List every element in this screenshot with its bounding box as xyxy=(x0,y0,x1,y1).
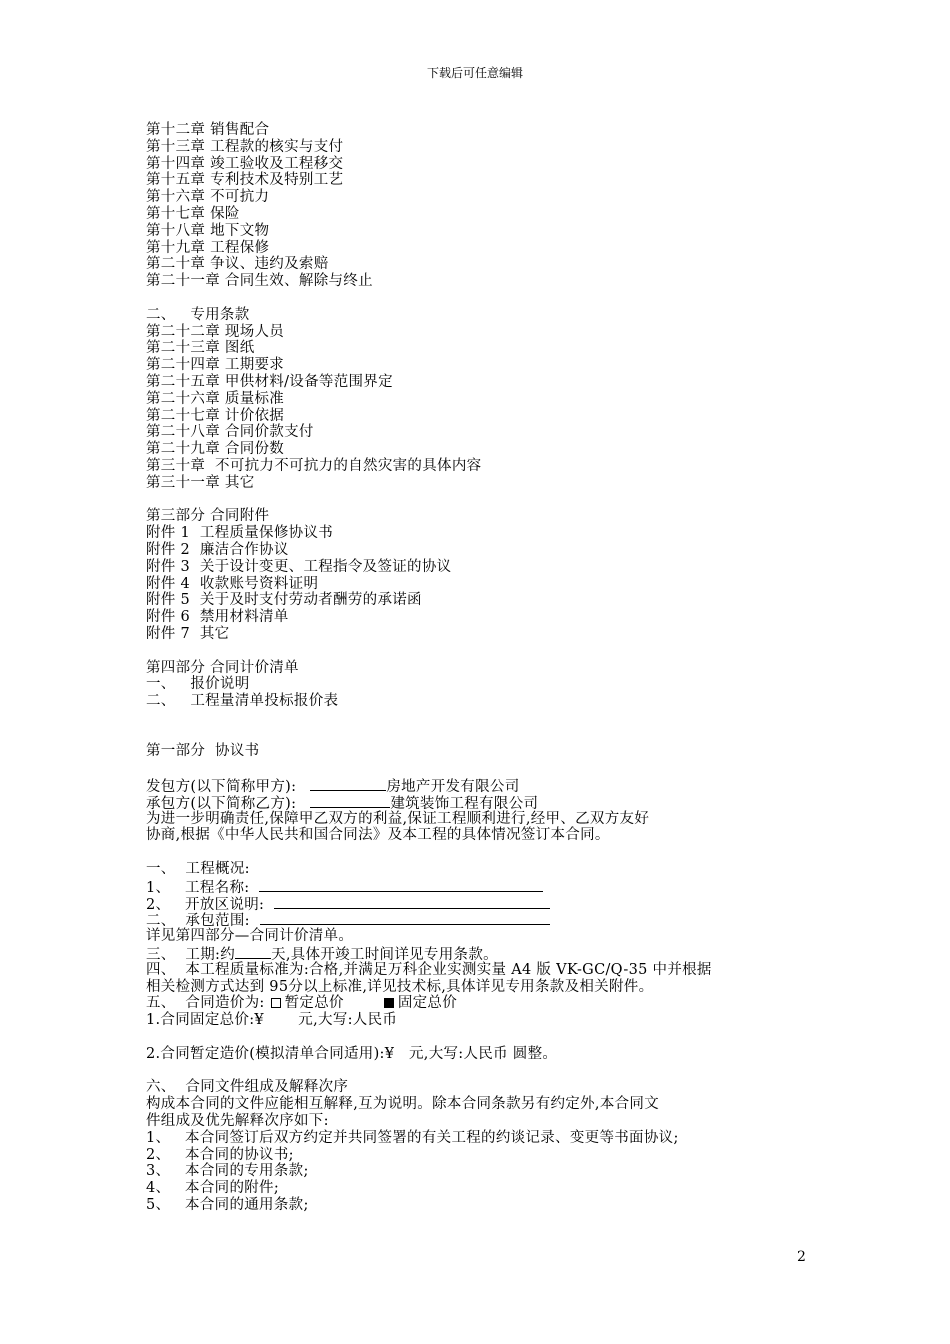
section-title: 第三部分 合同附件 xyxy=(146,508,270,525)
chapter-item: 第二十七章 计价依据 xyxy=(146,407,285,424)
party-a-line xyxy=(146,777,806,794)
special-terms-section xyxy=(146,307,806,492)
project-name-label: 1、 工程名称: xyxy=(146,879,250,896)
party-a-label: 发包方(以下简称甲方): xyxy=(146,779,297,796)
zone-blank xyxy=(274,895,550,909)
chapter-item: 第十六章 不可抗力 xyxy=(146,189,270,206)
fixed-option-label: 固定总价 xyxy=(397,995,458,1012)
period-suffix: 天,具体开竣工时间详见专用条款。 xyxy=(271,947,498,964)
docs-item: 5、 本合同的通用条款; xyxy=(146,1197,309,1213)
fixed-price-line: 1.合同固定总价:¥ 元,大写:人民币 xyxy=(146,1012,398,1029)
attachment-item: 附件 3 关于设计变更、工程指令及签证的协议 xyxy=(146,558,452,575)
intro-text: 为进一步明确责任,保障甲乙双方的利益,保证工程顺利进行,经甲、乙双方友好 xyxy=(146,810,650,827)
document-body xyxy=(146,122,806,1214)
chapter-item: 第二十四章 工期要求 xyxy=(146,357,285,374)
provisional-checkbox[interactable] xyxy=(271,998,281,1008)
docs-title: 六、 合同文件组成及解释次序 xyxy=(146,1079,349,1096)
attachment-item: 附件 5 关于及时支付劳动者酬劳的承诺函 xyxy=(146,592,422,609)
attachment-item: 附件 1 工程质量保修协议书 xyxy=(146,525,334,542)
page-number: 2 xyxy=(797,1249,806,1265)
zone-label: 2、 开放区说明: xyxy=(146,896,265,913)
party-b-blank xyxy=(310,794,390,808)
period-prefix: 三、 工期:约 xyxy=(146,947,236,964)
docs-item: 3、 本合同的专用条款; xyxy=(146,1163,309,1180)
chapter-item: 第二十八章 合同价款支付 xyxy=(146,424,314,441)
project-name-line xyxy=(146,878,806,895)
quality-text: 相关检测方式达到 95分以上标准,详见技术标,具体详见专用条款及相关附件。 xyxy=(146,978,654,995)
docs-item: 4、 本合同的附件; xyxy=(146,1180,280,1197)
chapter-item: 第十五章 专利技术及特别工艺 xyxy=(146,172,344,189)
period-blank xyxy=(235,945,271,959)
provisional-option-label: 暂定总价 xyxy=(284,995,344,1012)
period-line xyxy=(146,945,806,962)
chapter-item: 第十二章 销售配合 xyxy=(146,122,270,138)
price-type-line xyxy=(146,995,806,1012)
pricing-item: 一、 报价说明 xyxy=(146,676,250,693)
party-a-name: 房地产开发有限公司 xyxy=(386,779,520,796)
general-chapter-list xyxy=(146,122,806,290)
party-b-label: 承包方(以下简称乙方): xyxy=(146,795,297,812)
section-title: 第一部分 协议书 xyxy=(146,743,260,760)
pricing-list-section xyxy=(146,660,806,710)
party-a-blank xyxy=(310,777,386,791)
price-title: 五、 合同造价为: xyxy=(146,995,265,1012)
pricing-item: 二、 工程量清单投标报价表 xyxy=(146,693,339,710)
agreement-section xyxy=(146,743,806,1213)
scope-line xyxy=(146,911,806,928)
attachment-item: 附件 6 禁用材料清单 xyxy=(146,609,289,626)
docs-intro: 构成本合同的文件应能相互解释,互为说明。除本合同条款另有约定外,本合同文 xyxy=(146,1096,660,1113)
overview-title: 一、 工程概况: xyxy=(146,861,250,878)
party-b-name: 建筑装饰工程有限公司 xyxy=(390,795,539,812)
docs-intro: 件组成及优先解释次序如下: xyxy=(146,1113,329,1130)
chapter-item: 第三十一章 其它 xyxy=(146,474,255,491)
section-title: 二、 专用条款 xyxy=(146,306,250,323)
chapter-item: 第十三章 工程款的核实与支付 xyxy=(146,138,344,155)
chapter-item: 第三十章 不可抗力不可抗力的自然灾害的具体内容 xyxy=(146,457,482,474)
docs-item: 2、 本合同的协议书; xyxy=(146,1146,294,1163)
chapter-item: 第十四章 竣工验收及工程移交 xyxy=(146,155,344,172)
chapter-item: 第二十九章 合同份数 xyxy=(146,441,285,458)
scope-detail: 详见第四部分—合同计价清单。 xyxy=(146,928,354,945)
zone-line xyxy=(146,895,806,912)
chapter-item: 第二十二章 现场人员 xyxy=(146,323,285,340)
intro-text: 协商,根据《中华人民共和国合同法》及本工程的具体情况签订本合同。 xyxy=(146,827,610,844)
page-header-note: 下载后可任意编辑 xyxy=(426,66,523,80)
chapter-item: 第二十三章 图纸 xyxy=(146,340,255,357)
section-title: 第四部分 合同计价清单 xyxy=(146,659,299,676)
attachment-item: 附件 4 收款账号资料证明 xyxy=(146,575,319,592)
provisional-price-line: 2.合同暂定造价(模拟清单合同适用):¥ 元,大写:人民币 圆整。 xyxy=(146,1045,558,1062)
chapter-item: 第十七章 保险 xyxy=(146,205,240,222)
chapter-item: 第十八章 地下文物 xyxy=(146,222,270,239)
docs-item: 1、 本合同签订后双方约定并共同签署的有关工程的约谈记录、变更等书面协议; xyxy=(146,1129,679,1146)
attachment-item: 附件 2 廉洁合作协议 xyxy=(146,541,289,558)
party-b-line xyxy=(146,794,806,811)
quality-text: 四、 本工程质量标准为:合格,并满足万科企业实测实量 A4 版 VK-GC/Q-35 中并根据 xyxy=(146,961,712,978)
chapter-item: 第二十五章 甲供材料/设备等范围界定 xyxy=(146,373,393,390)
chapter-item: 第十九章 工程保修 xyxy=(146,239,270,256)
attachments-section xyxy=(146,508,806,642)
chapter-item: 第二十一章 合同生效、解除与终止 xyxy=(146,273,373,290)
project-name-blank xyxy=(259,878,543,892)
fixed-checkbox[interactable] xyxy=(384,998,394,1008)
scope-label: 二、 承包范围: xyxy=(146,913,250,930)
scope-blank xyxy=(260,911,550,925)
chapter-item: 第二十六章 质量标准 xyxy=(146,390,285,407)
chapter-item: 第二十章 争议、违约及索赔 xyxy=(146,256,329,273)
attachment-item: 附件 7 其它 xyxy=(146,625,230,642)
